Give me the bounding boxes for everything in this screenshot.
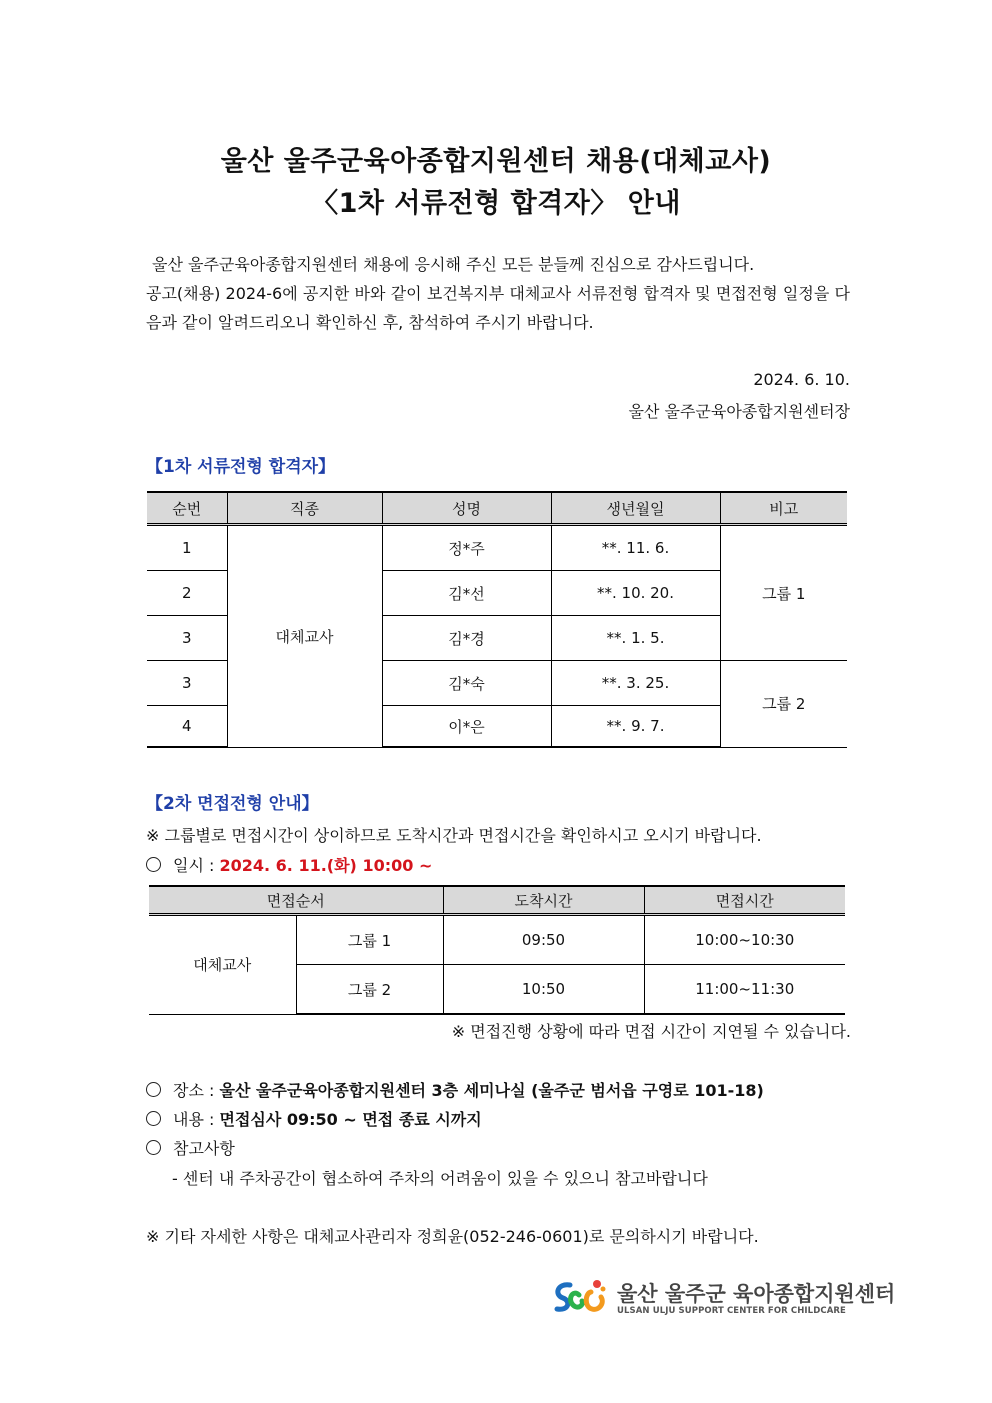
- intro-line1: 울산 울주군육아종합지원센터 채용에 응시해 주신 모든 분들께 진심으로 감사드립니다.: [152, 255, 755, 274]
- doc-title-line1: 울산 울주군육아종합지원센터 채용(대체교사): [220, 146, 772, 177]
- content-line: [146, 1107, 482, 1130]
- row-name: 이*은: [382, 706, 551, 748]
- header-note: 비고: [720, 492, 847, 525]
- section2-title: 【2차 면접전형 안내】: [146, 794, 319, 814]
- interview-date: 2024. 6. 11.(화) 10:00 ~: [219, 856, 433, 875]
- reference-line: [146, 1136, 235, 1159]
- row-no: 3: [147, 616, 227, 661]
- reference-detail: - 센터 내 주차공간이 협소하여 주차의 어려움이 있을 수 있으니 참고바랍니다: [172, 1169, 708, 1188]
- pass-table-header: [147, 492, 847, 525]
- issue-date: 2024. 6. 10.: [753, 370, 850, 389]
- header-arrival: 도착시간: [443, 886, 644, 915]
- doc-title-line2: 〈1차 서류전형 합격자〉 안내: [311, 188, 681, 219]
- issuer-name: 울산 울주군육아종합지원센터장: [628, 402, 850, 421]
- header-no: 순번: [147, 492, 227, 525]
- table-row: [149, 915, 845, 965]
- row-birth: **. 9. 7.: [551, 706, 720, 748]
- interview-job-type: 대체교사: [149, 915, 296, 1015]
- row-name: 정*주: [382, 525, 551, 571]
- row-no: 1: [147, 525, 227, 571]
- date-line: [146, 853, 432, 876]
- interview-table-header: [149, 886, 845, 915]
- section1-title: 【1차 서류전형 합격자】: [146, 457, 336, 477]
- row-birth: **. 10. 20.: [551, 571, 720, 616]
- group1-cell: 그룹 1: [720, 525, 847, 661]
- header-name: 성명: [382, 492, 551, 525]
- content-value: 면접심사 09:50 ~ 면접 종료 시까지: [219, 1110, 482, 1129]
- row-name: 김*숙: [382, 661, 551, 706]
- row-no: 2: [147, 571, 227, 616]
- interview-table: [149, 885, 845, 1015]
- arrival-time: 10:50: [443, 965, 644, 1015]
- table-row: [147, 525, 847, 571]
- delay-note: ※ 면접진행 상황에 따라 면접 시간이 지연될 수 있습니다.: [451, 1022, 851, 1041]
- interview-time: 11:00~11:30: [644, 965, 845, 1015]
- contact-note: ※ 기타 자세한 사항은 대체교사관리자 정희윤(052-246-0601)로 문의하시기 바랍니다.: [146, 1227, 759, 1246]
- place-line: [146, 1078, 764, 1101]
- interview-time: 10:00~10:30: [644, 915, 845, 965]
- header-birth: 생년월일: [551, 492, 720, 525]
- date-label: 일시 :: [173, 856, 215, 875]
- bullet-circle-icon: [146, 1082, 161, 1097]
- logo-name: 울산 울주군 육아종합지원센터: [617, 1282, 896, 1306]
- job-type-cell: 대체교사: [227, 525, 382, 748]
- intro-line2: 공고(채용) 2024-6에 공지한 바와 같이 보건복지부 대체교사 서류전형 합격자 및 면접전형 일정을 다음과 같이 알려드리오니 확인하신 후, 참석하여 주시기 바랍니다.: [146, 284, 850, 332]
- place-value: 울산 울주군육아종합지원센터 3층 세미나실 (울주군 범서읍 구영로 101-18): [219, 1081, 764, 1100]
- row-name: 김*선: [382, 571, 551, 616]
- bullet-circle-icon: [146, 1111, 161, 1126]
- header-interview-time: 면접시간: [644, 886, 845, 915]
- center-logo: [551, 1277, 896, 1321]
- center-logo-icon: [551, 1277, 609, 1321]
- place-label: 장소 :: [173, 1081, 215, 1100]
- reference-label: 참고사항: [173, 1139, 235, 1158]
- group-notice: ※ 그룹별로 면접시간이 상이하므로 도착시간과 면접시간을 확인하시고 오시기 바랍니다.: [146, 826, 762, 845]
- logo-english-name: ULSAN ULJU SUPPORT CENTER FOR CHILDCARE: [617, 1306, 846, 1316]
- row-birth: **. 11. 6.: [551, 525, 720, 571]
- row-no: 4: [147, 706, 227, 748]
- row-name: 김*경: [382, 616, 551, 661]
- row-birth: **. 1. 5.: [551, 616, 720, 661]
- group2-cell: 그룹 2: [720, 661, 847, 748]
- pass-table: [147, 491, 847, 748]
- row-no: 3: [147, 661, 227, 706]
- intro-paragraph: [146, 250, 850, 337]
- row-birth: **. 3. 25.: [551, 661, 720, 706]
- bullet-circle-icon: [146, 1140, 161, 1155]
- header-job: 직종: [227, 492, 382, 525]
- interview-group: 그룹 1: [296, 915, 443, 965]
- arrival-time: 09:50: [443, 915, 644, 965]
- bullet-circle-icon: [146, 857, 161, 872]
- content-label: 내용 :: [173, 1110, 215, 1129]
- interview-group: 그룹 2: [296, 965, 443, 1015]
- header-order: 면접순서: [149, 886, 443, 915]
